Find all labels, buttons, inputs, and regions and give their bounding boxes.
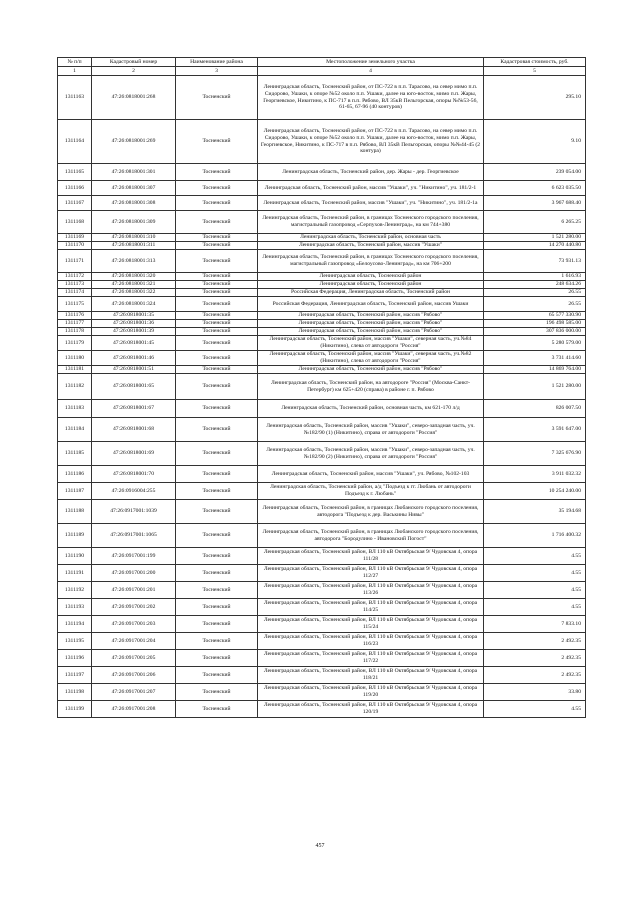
table-row xyxy=(58,196,586,211)
cadastral-cost: 9.10 xyxy=(484,120,586,164)
cadastral-cost: 10 254 240.00 xyxy=(484,483,586,500)
cadastral-cost: 4.55 xyxy=(484,548,586,565)
table-row xyxy=(58,250,586,273)
location: Ленинградская область, Тосненский район, ВЛ 110 кВ Октябрьская 9/ Чудовская 4, опора 113/26 xyxy=(258,582,484,599)
table-row xyxy=(58,366,586,374)
row-number: 1311185 xyxy=(58,442,92,466)
cadastral-number: 47:26:0818001:65 xyxy=(92,374,176,400)
location: Ленинградская область, Тосненский район, в границах Любанского городского поселения, автодорога "Бородулино - Ивановский Погост" xyxy=(258,524,484,548)
header-district: Наименование района xyxy=(176,58,258,67)
table-row xyxy=(58,164,586,181)
location: Ленинградская область, Тосненский район, ВЛ 110 кВ Октябрьская 9/ Чудовская 4, опора 116/23 xyxy=(258,633,484,650)
location: Ленинградская область, Тосненский район, ВЛ 110 кВ Октябрьская 9/ Чудовская 4, опора 115/24 xyxy=(258,616,484,633)
location: Ленинградская область, Тосненский район xyxy=(258,273,484,281)
row-number: 1311192 xyxy=(58,582,92,599)
district: Тосненский xyxy=(176,483,258,500)
district: Тосненский xyxy=(176,684,258,701)
district: Тосненский xyxy=(176,633,258,650)
table-row xyxy=(58,400,586,418)
cadastral-cost: 307 836 000.00 xyxy=(484,328,586,336)
row-number: 1311188 xyxy=(58,500,92,524)
district: Тосненский xyxy=(176,234,258,242)
district: Тосненский xyxy=(176,164,258,181)
cadastral-number: 47:26:0818001:301 xyxy=(92,164,176,181)
row-number: 1311195 xyxy=(58,633,92,650)
district: Тосненский xyxy=(176,312,258,320)
district: Тосненский xyxy=(176,250,258,273)
cadastral-cost: 4.55 xyxy=(484,599,586,616)
row-number: 1311198 xyxy=(58,684,92,701)
district: Тосненский xyxy=(176,400,258,418)
district: Тосненский xyxy=(176,548,258,565)
table-row xyxy=(58,667,586,684)
district: Тосненский xyxy=(176,650,258,667)
district: Тосненский xyxy=(176,374,258,400)
district: Тосненский xyxy=(176,582,258,599)
cadastral-number: 47:26:0818001:324 xyxy=(92,297,176,312)
table-row xyxy=(58,374,586,400)
table-row xyxy=(58,548,586,565)
row-number: 1311170 xyxy=(58,242,92,250)
location: Ленинградская область, Тосненский район, массив "Ушаки", уч. "Никитино", уч. 181/2-1 xyxy=(258,181,484,196)
district: Тосненский xyxy=(176,120,258,164)
location: Ленинградская область, Тосненский район, массив "Ушаки", северная часть, уч.№84 (Никитино), слева от автодороги "Россия" xyxy=(258,336,484,351)
cadastral-number: 47:26:0917001:1065 xyxy=(92,524,176,548)
location: Ленинградская область, Тосненский район, от ПС-722 в п.п. Тарасово, на север мимо п.п. Сидорово, Ушаки, к опоре №52 около п.п. Ушаки, далее на юго-восток, мимо п.п. Жары, Георгиевское, Никитино, к ПС-717 в п.п. Рябово, ВЛ 35кВ Пельгорская, опоры №№53-56, 61-65, 67-96 (40 контуров) xyxy=(258,76,484,120)
document-page xyxy=(57,57,585,718)
table-row xyxy=(58,466,586,483)
row-number: 1311183 xyxy=(58,400,92,418)
cadastral-number: 47:26:0917001:202 xyxy=(92,599,176,616)
row-number: 1311186 xyxy=(58,466,92,483)
header-number: № п/п xyxy=(58,58,92,67)
table-row xyxy=(58,281,586,289)
cadastral-cost: 35 194.68 xyxy=(484,500,586,524)
cadastral-cost: 14 869 764.00 xyxy=(484,366,586,374)
row-number: 1311191 xyxy=(58,565,92,582)
district: Тосненский xyxy=(176,297,258,312)
cadastral-cost: 7 325 676.90 xyxy=(484,442,586,466)
cadastral-cost: 248 634.26 xyxy=(484,281,586,289)
table-header-row xyxy=(58,58,586,67)
row-number: 1311179 xyxy=(58,336,92,351)
district: Тосненский xyxy=(176,76,258,120)
cadastral-number: 47:26:0917001:201 xyxy=(92,582,176,599)
header-location: Местоположение земельного участка xyxy=(258,58,484,67)
cadastral-cost: 4.55 xyxy=(484,565,586,582)
cadastral-number: 47:26:0818001:313 xyxy=(92,250,176,273)
table-row xyxy=(58,565,586,582)
cadastral-cost: 196 498 585.00 xyxy=(484,320,586,328)
cadastral-cost: 26.55 xyxy=(484,297,586,312)
table-row xyxy=(58,320,586,328)
cadastral-number: 47:26:0818001:35 xyxy=(92,312,176,320)
row-number: 1311165 xyxy=(58,164,92,181)
row-number: 1311182 xyxy=(58,374,92,400)
row-number: 1311171 xyxy=(58,250,92,273)
location: Ленинградская область, Тосненский район, ВЛ 110 кВ Октябрьская 9/ Чудовская 4, опора 119/20 xyxy=(258,684,484,701)
header-cost: Кадастровая стоимость, руб. xyxy=(484,58,586,67)
cadastral-number: 47:26:0818001:69 xyxy=(92,442,176,466)
row-number: 1311197 xyxy=(58,667,92,684)
cadastral-number: 47:26:0818001:269 xyxy=(92,120,176,164)
cadastral-number: 47:26:0818001:67 xyxy=(92,400,176,418)
location: Ленинградская область, Тосненский район, в границах Тосненского городского поселения, магистральный газопровод «Белоусово-Ленинград», на км 706+200 xyxy=(258,250,484,273)
district: Тосненский xyxy=(176,336,258,351)
table-row xyxy=(58,582,586,599)
cadastral-number: 47:26:0917001:204 xyxy=(92,633,176,650)
cadastral-cost: 1 716 400.32 xyxy=(484,524,586,548)
location: Ленинградская область, Тосненский район, массив "Рябово" xyxy=(258,312,484,320)
cadastral-number: 47:26:0818001:311 xyxy=(92,242,176,250)
cadastral-number: 47:26:0818001:320 xyxy=(92,273,176,281)
row-number: 1311168 xyxy=(58,211,92,234)
table-row xyxy=(58,351,586,366)
cadastral-number: 47:26:0917001:203 xyxy=(92,616,176,633)
column-number: 3 xyxy=(176,67,258,76)
cadastral-number: 47:26:0818001:68 xyxy=(92,418,176,442)
location: Ленинградская область, Тосненский район, массив "Ушаки", северная часть, уч.№82 (Никитино), слева от автодороги "Россия" xyxy=(258,351,484,366)
row-number: 1311194 xyxy=(58,616,92,633)
cadastral-cost: 4.55 xyxy=(484,582,586,599)
table-row xyxy=(58,684,586,701)
row-number: 1311189 xyxy=(58,524,92,548)
row-number: 1311180 xyxy=(58,351,92,366)
table-row xyxy=(58,76,586,120)
row-number: 1311174 xyxy=(58,289,92,297)
cadastral-number: 47:26:0818001:307 xyxy=(92,181,176,196)
district: Тосненский xyxy=(176,667,258,684)
cadastral-number: 47:26:0818001:46 xyxy=(92,351,176,366)
table-row xyxy=(58,312,586,320)
cadastral-cost: 1 521 280.00 xyxy=(484,374,586,400)
district: Тосненский xyxy=(176,242,258,250)
cadastral-number: 47:26:0818001:310 xyxy=(92,234,176,242)
cadastral-number: 47:26:0818001:36 xyxy=(92,320,176,328)
district: Тосненский xyxy=(176,442,258,466)
district: Тосненский xyxy=(176,366,258,374)
district: Тосненский xyxy=(176,701,258,718)
district: Тосненский xyxy=(176,320,258,328)
cadastral-cost: 1 521 280.00 xyxy=(484,234,586,242)
cadastral-cost: 5 280 579.00 xyxy=(484,336,586,351)
district: Тосненский xyxy=(176,599,258,616)
cadastral-number: 47:26:0818001:70 xyxy=(92,466,176,483)
table-row xyxy=(58,289,586,297)
column-number: 4 xyxy=(258,67,484,76)
row-number: 1311164 xyxy=(58,120,92,164)
district: Тосненский xyxy=(176,500,258,524)
cadastral-number: 47:26:0818001:309 xyxy=(92,211,176,234)
table-row xyxy=(58,524,586,548)
location: Ленинградская область, Тосненский район, массив "Ушаки", уч. Рябово, №102-103 xyxy=(258,466,484,483)
location: Ленинградская область, Тосненский район, массив "Ушаки", северо-западная часть, уч.№182/90 (1) (Никитино), справа от автодороги "Россия" xyxy=(258,418,484,442)
row-number: 1311187 xyxy=(58,483,92,500)
column-number: 2 xyxy=(92,67,176,76)
cadastral-table xyxy=(57,57,586,718)
row-number: 1311163 xyxy=(58,76,92,120)
cadastral-number: 47:26:0818001:268 xyxy=(92,76,176,120)
district: Тосненский xyxy=(176,328,258,336)
row-number: 1311169 xyxy=(58,234,92,242)
row-number: 1311166 xyxy=(58,181,92,196)
district: Тосненский xyxy=(176,273,258,281)
location: Ленинградская область, Тосненский район, ВЛ 110 кВ Октябрьская 9/ Чудовская 4, опора 111/28 xyxy=(258,548,484,565)
cadastral-cost: 3 967 688.40 xyxy=(484,196,586,211)
cadastral-number: 47:26:0916004:255 xyxy=(92,483,176,500)
table-row xyxy=(58,242,586,250)
table-row xyxy=(58,273,586,281)
cadastral-cost: 826 007.50 xyxy=(484,400,586,418)
row-number: 1311199 xyxy=(58,701,92,718)
cadastral-cost: 3 911 032.32 xyxy=(484,466,586,483)
cadastral-cost: 14 270 440.80 xyxy=(484,242,586,250)
district: Тосненский xyxy=(176,211,258,234)
table-row xyxy=(58,328,586,336)
district: Тосненский xyxy=(176,351,258,366)
header-cadastral-number: Кадастровый номер xyxy=(92,58,176,67)
location: Российская Федерация, Ленинградская область, Тосненский район, массив Ушаки xyxy=(258,297,484,312)
table-row xyxy=(58,599,586,616)
cadastral-number: 47:26:0917001:1039 xyxy=(92,500,176,524)
district: Тосненский xyxy=(176,565,258,582)
row-number: 1311181 xyxy=(58,366,92,374)
cadastral-number: 47:26:0818001:308 xyxy=(92,196,176,211)
district: Тосненский xyxy=(176,616,258,633)
cadastral-number: 47:26:0818001:39 xyxy=(92,328,176,336)
column-number: 1 xyxy=(58,67,92,76)
table-row xyxy=(58,181,586,196)
table-row xyxy=(58,650,586,667)
cadastral-number: 47:26:0917001:200 xyxy=(92,565,176,582)
cadastral-number: 47:26:0818001:45 xyxy=(92,336,176,351)
row-number: 1311190 xyxy=(58,548,92,565)
cadastral-cost: 1 616.93 xyxy=(484,273,586,281)
cadastral-number: 47:26:0818001:51 xyxy=(92,366,176,374)
row-number: 1311172 xyxy=(58,273,92,281)
row-number: 1311193 xyxy=(58,599,92,616)
table-row xyxy=(58,211,586,234)
table-row xyxy=(58,418,586,442)
location: Ленинградская область, Тосненский район, а/д "Подъезд к гг. Любань от автодороги Подъезд к г. Любань" xyxy=(258,483,484,500)
cadastral-number: 47:26:0917001:208 xyxy=(92,701,176,718)
location: Ленинградская область, Тосненский район, основная часть xyxy=(258,234,484,242)
location: Ленинградская область, Тосненский район, на автодороге "Россия" (Москва-Санкт-Петербург) км 625+420 (справа) в районе г. п. Рябово xyxy=(258,374,484,400)
table-row xyxy=(58,633,586,650)
row-number: 1311175 xyxy=(58,297,92,312)
cadastral-cost: 2 492.35 xyxy=(484,633,586,650)
table-row xyxy=(58,234,586,242)
cadastral-number: 47:26:0917001:205 xyxy=(92,650,176,667)
row-number: 1311178 xyxy=(58,328,92,336)
location: Российская Федерация, Ленинградская область, Тосненский район xyxy=(258,289,484,297)
table-column-number-row xyxy=(58,67,586,76)
cadastral-cost: 6 265.25 xyxy=(484,211,586,234)
column-number: 5 xyxy=(484,67,586,76)
district: Тосненский xyxy=(176,289,258,297)
location: Ленинградская область, Тосненский район, ВЛ 110 кВ Октябрьская 9/ Чудовская 4, опора 114/25 xyxy=(258,599,484,616)
cadastral-cost: 239 054.00 xyxy=(484,164,586,181)
row-number: 1311176 xyxy=(58,312,92,320)
location: Ленинградская область, Тосненский район xyxy=(258,281,484,289)
location: Ленинградская область, Тосненский район, дер. Жары - дер. Георгиевское xyxy=(258,164,484,181)
cadastral-cost: 2 492.35 xyxy=(484,667,586,684)
location: Ленинградская область, Тосненский район, массив "Рябово" xyxy=(258,366,484,374)
cadastral-cost: 65 577 330.90 xyxy=(484,312,586,320)
location: Ленинградская область, Тосненский район, основная часть, км 621-170 л/д xyxy=(258,400,484,418)
table-row xyxy=(58,297,586,312)
cadastral-cost: 33.80 xyxy=(484,684,586,701)
district: Тосненский xyxy=(176,466,258,483)
cadastral-number: 47:26:0818001:322 xyxy=(92,289,176,297)
cadastral-cost: 6 623 035.50 xyxy=(484,181,586,196)
cadastral-number: 47:26:0917001:207 xyxy=(92,684,176,701)
table-row xyxy=(58,500,586,524)
location: Ленинградская область, Тосненский район, массив "Ушаки", уч. "Никитино", уч. 181/2-1а xyxy=(258,196,484,211)
location: Ленинградская область, Тосненский район, массив "Рябово" xyxy=(258,328,484,336)
row-number: 1311173 xyxy=(58,281,92,289)
cadastral-cost: 4.55 xyxy=(484,701,586,718)
table-row xyxy=(58,442,586,466)
district: Тосненский xyxy=(176,418,258,442)
cadastral-number: 47:26:0818001:321 xyxy=(92,281,176,289)
row-number: 1311196 xyxy=(58,650,92,667)
table-row xyxy=(58,483,586,500)
district: Тосненский xyxy=(176,281,258,289)
cadastral-number: 47:26:0917001:206 xyxy=(92,667,176,684)
row-number: 1311184 xyxy=(58,418,92,442)
district: Тосненский xyxy=(176,524,258,548)
table-row xyxy=(58,616,586,633)
location: Ленинградская область, Тосненский район, ВЛ 110 кВ Октябрьская 9/ Чудовская 4, опора 120/19 xyxy=(258,701,484,718)
cadastral-cost: 7 833.10 xyxy=(484,616,586,633)
row-number: 1311167 xyxy=(58,196,92,211)
location: Ленинградская область, Тосненский район, в границах Любанского городского поселения, автодорога "Подъезд к дер. Васькины Нивы" xyxy=(258,500,484,524)
location: Ленинградская область, Тосненский район, массив "Ушаки" xyxy=(258,242,484,250)
location: Ленинградская область, Тосненский район, ВЛ 110 кВ Октябрьская 9/ Чудовская 4, опора 117/22 xyxy=(258,650,484,667)
location: Ленинградская область, Тосненский район, ВЛ 110 кВ Октябрьская 9/ Чудовская 4, опора 112/27 xyxy=(258,565,484,582)
table-row xyxy=(58,120,586,164)
location: Ленинградская область, Тосненский район, от ПС-722 в п.п. Тарасово, на север мимо п.п. Сидорово, Ушаки, к опоре №52 около п.п. Ушаки, далее на юго-восток, мимо п.п. Жары, Георгиевское, Никитино, к ПС-717 в п.п. Рябово, ВЛ 35кВ Пельгорская, опоры №№44-45 (2 контура) xyxy=(258,120,484,164)
cadastral-number: 47:26:0917001:199 xyxy=(92,548,176,565)
location: Ленинградская область, Тосненский район, массив "Рябово" xyxy=(258,320,484,328)
table-row xyxy=(58,336,586,351)
cadastral-cost: 3 731 414.60 xyxy=(484,351,586,366)
page-number: 457 xyxy=(315,843,325,849)
row-number: 1311177 xyxy=(58,320,92,328)
cadastral-cost: 2 492.35 xyxy=(484,650,586,667)
location: Ленинградская область, Тосненский район, ВЛ 110 кВ Октябрьская 9/ Чудовская 4, опора 118/21 xyxy=(258,667,484,684)
cadastral-cost: 26.55 xyxy=(484,289,586,297)
location: Ленинградская область, Тосненский район, массив "Ушаки", северо-западная часть, уч.№182/90 (2) (Никитино), справа от автодороги "Россия" xyxy=(258,442,484,466)
location: Ленинградская область, Тосненский район, в границах Тосненского городского поселения, магистральный газопровод «Серпухов-Ленинград», на км 744+380 xyxy=(258,211,484,234)
table-row xyxy=(58,701,586,718)
cadastral-cost: 73 931.13 xyxy=(484,250,586,273)
cadastral-cost: 3 591 647.00 xyxy=(484,418,586,442)
cadastral-cost: 295.10 xyxy=(484,76,586,120)
district: Тосненский xyxy=(176,181,258,196)
district: Тосненский xyxy=(176,196,258,211)
